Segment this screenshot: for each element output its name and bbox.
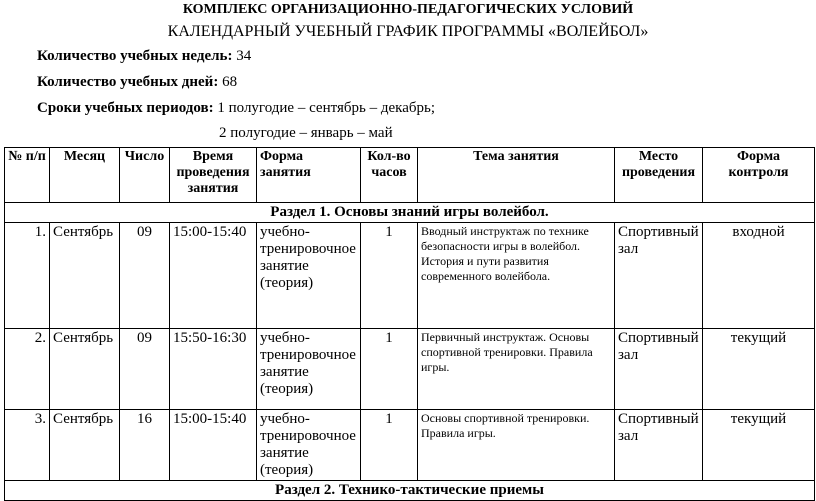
- weeks-value: 34: [232, 48, 252, 64]
- cell-control: текущий: [703, 329, 815, 410]
- header-day: Число: [120, 148, 170, 203]
- cell-hours: 1: [361, 410, 418, 481]
- header-time: Время проведения занятия: [170, 148, 257, 203]
- org-heading: КОМПЛЕКС ОРГАНИЗАЦИОННО-ПЕДАГОГИЧЕСКИХ УСЛОВИЙ: [182, 2, 634, 17]
- period-2: 2 полугодие – январь – май: [219, 125, 393, 141]
- document-title: КАЛЕНДАРНЫЙ УЧЕБНЫЙ ГРАФИК ПРОГРАММЫ «ВОЛЕЙБОЛ»: [167, 23, 649, 40]
- cell-day: 09: [120, 223, 170, 329]
- section-title: Раздел 1. Основы знаний игры волейбол.: [5, 203, 815, 223]
- schedule-table: [4, 147, 815, 501]
- header-place: Место проведения: [615, 148, 703, 203]
- cell-place: Спортивный зал: [615, 223, 703, 329]
- cell-form: учебно-тренировочное занятие (теория): [257, 329, 361, 410]
- cell-num: 1.: [5, 223, 50, 329]
- section-row: [5, 481, 815, 501]
- table-row: [5, 410, 815, 481]
- cell-hours: 1: [361, 223, 418, 329]
- period-1: 1 полугодие – сентябрь – декабрь;: [213, 100, 435, 116]
- weeks-label: Количество учебных недель:: [37, 48, 233, 64]
- periods-label: Сроки учебных периодов:: [37, 100, 214, 116]
- cell-topic: Первичный инструктаж. Основы спортивной тренировки. Правила игры.: [418, 329, 615, 410]
- days-line: [37, 74, 237, 91]
- cell-time: 15:00-15:40: [170, 223, 257, 329]
- header-num: № п/п: [5, 148, 50, 203]
- cell-time: 15:50-16:30: [170, 329, 257, 410]
- days-value: 68: [218, 74, 238, 90]
- cell-place: Спортивный зал: [615, 410, 703, 481]
- header-month: Месяц: [50, 148, 120, 203]
- cell-topic: Основы спортивной тренировки. Правила игры.: [418, 410, 615, 481]
- cell-num: 3.: [5, 410, 50, 481]
- cell-month: Сентябрь: [50, 410, 120, 481]
- section-row: [5, 203, 815, 223]
- cell-day: 09: [120, 329, 170, 410]
- cell-form: учебно-тренировочное занятие (теория): [257, 223, 361, 329]
- header-topic: Тема занятия: [418, 148, 615, 203]
- periods-line: [37, 100, 435, 117]
- cell-num: 2.: [5, 329, 50, 410]
- cell-control: входной: [703, 223, 815, 329]
- days-label: Количество учебных дней:: [37, 74, 219, 90]
- section-title: Раздел 2. Технико-тактические приемы: [5, 481, 815, 501]
- table-row: [5, 223, 815, 329]
- header-row: [5, 148, 815, 203]
- cell-form: учебно-тренировочное занятие (теория): [257, 410, 361, 481]
- table-row: [5, 329, 815, 410]
- header-hours: Кол-во часов: [361, 148, 418, 203]
- cell-topic: Вводный инструктаж по технике безопасности игры в волейбол. История и пути развития современного волейбола.: [418, 223, 615, 329]
- cell-month: Сентябрь: [50, 329, 120, 410]
- cell-day: 16: [120, 410, 170, 481]
- cell-month: Сентябрь: [50, 223, 120, 329]
- header-control: Форма контроля: [703, 148, 815, 203]
- header-form: Форма занятия: [257, 148, 361, 203]
- cell-time: 15:00-15:40: [170, 410, 257, 481]
- cell-hours: 1: [361, 329, 418, 410]
- cell-place: Спортивный зал: [615, 329, 703, 410]
- weeks-line: [37, 48, 251, 65]
- cell-control: текущий: [703, 410, 815, 481]
